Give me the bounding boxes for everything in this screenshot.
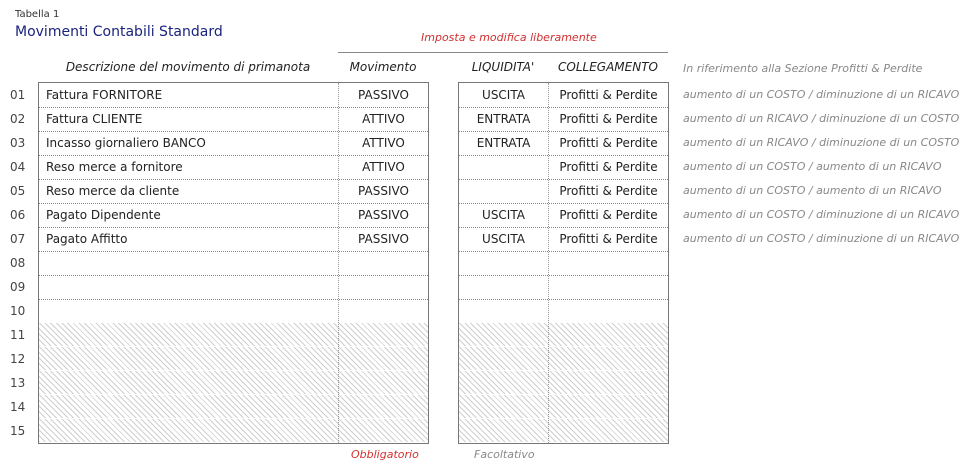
description-cell[interactable] (39, 299, 338, 323)
link-cell[interactable] (549, 347, 668, 371)
description-cell[interactable] (39, 323, 338, 347)
description-cell[interactable] (39, 347, 338, 371)
row-number: 08 (10, 256, 26, 270)
description-cell[interactable]: Incasso giornaliero BANCO (46, 136, 206, 150)
row-number: 14 (10, 400, 26, 414)
pl-reference-note: aumento di un COSTO / diminuzione di un RICAVO (683, 232, 960, 245)
movement-cell[interactable] (339, 323, 428, 347)
pl-reference-note: aumento di un RICAVO / diminuzione di un COSTO (683, 136, 960, 149)
row-number: 07 (10, 232, 26, 246)
row-number: 03 (10, 136, 26, 150)
row-number: 04 (10, 160, 26, 174)
header-liquidity: LIQUIDITA' (471, 60, 535, 74)
header-divider (338, 52, 668, 53)
link-cell[interactable] (549, 395, 668, 419)
link-cell[interactable] (549, 323, 668, 347)
description-cell[interactable]: Pagato Dipendente (46, 208, 161, 222)
liquidity-cell[interactable] (459, 395, 548, 419)
liquidity-cell[interactable] (459, 179, 548, 203)
column-divider (548, 83, 549, 443)
movement-cell[interactable] (339, 275, 428, 299)
column-divider (338, 83, 339, 443)
liquidity-cell[interactable] (459, 419, 548, 443)
movement-cell[interactable] (339, 395, 428, 419)
header-reference: In riferimento alla Sezione Profitti & Perdite (683, 62, 923, 75)
movement-cell[interactable]: PASSIVO (358, 184, 409, 198)
link-cell[interactable] (549, 371, 668, 395)
row-number: 05 (10, 184, 26, 198)
pl-reference-note: aumento di un RICAVO / diminuzione di un COSTO (683, 112, 960, 125)
row-number: 11 (10, 328, 26, 342)
liquidity-cell[interactable] (459, 155, 548, 179)
description-cell[interactable] (39, 251, 338, 275)
pl-reference-note: aumento di un COSTO / diminuzione di un RICAVO (683, 208, 960, 221)
liquidity-cell[interactable]: USCITA (482, 232, 525, 246)
link-cell[interactable] (549, 251, 668, 275)
pl-reference-note: aumento di un COSTO / diminuzione di un RICAVO (683, 88, 960, 101)
description-cell[interactable] (39, 275, 338, 299)
movement-cell[interactable]: PASSIVO (358, 208, 409, 222)
movement-cell[interactable] (339, 371, 428, 395)
table-title: Movimenti Contabili Standard (15, 24, 223, 40)
link-cell[interactable]: Profitti & Perdite (559, 232, 658, 246)
header-description: Descrizione del movimento di primanota (65, 60, 311, 74)
row-number: 12 (10, 352, 26, 366)
liquidity-cell[interactable]: ENTRATA (476, 112, 531, 126)
movement-cell[interactable] (339, 251, 428, 275)
liquidity-cell[interactable] (459, 275, 548, 299)
liquidity-cell[interactable] (459, 347, 548, 371)
liquidity-cell[interactable]: USCITA (482, 208, 525, 222)
header-link: COLLEGAMENTO (558, 60, 658, 74)
description-cell[interactable]: Reso merce a fornitore (46, 160, 183, 174)
movement-cell[interactable]: ATTIVO (362, 136, 405, 150)
movement-cell[interactable] (339, 347, 428, 371)
description-cell[interactable] (39, 371, 338, 395)
row-number: 10 (10, 304, 26, 318)
liquidity-cell[interactable]: USCITA (482, 88, 525, 102)
movement-cell[interactable]: ATTIVO (362, 112, 405, 126)
movement-cell[interactable]: PASSIVO (358, 88, 409, 102)
description-cell[interactable] (39, 395, 338, 419)
link-cell[interactable]: Profitti & Perdite (559, 136, 658, 150)
movement-cell[interactable]: PASSIVO (358, 232, 409, 246)
description-cell[interactable]: Pagato Affitto (46, 232, 128, 246)
row-number: 06 (10, 208, 26, 222)
row-number: 13 (10, 376, 26, 390)
link-cell[interactable]: Profitti & Perdite (559, 160, 658, 174)
optional-note: Facoltativo (474, 448, 535, 461)
link-cell[interactable]: Profitti & Perdite (559, 184, 658, 198)
description-cell[interactable]: Fattura CLIENTE (46, 112, 143, 126)
liquidity-cell[interactable] (459, 299, 548, 323)
table-label: Tabella 1 (15, 9, 60, 20)
liquidity-cell[interactable] (459, 371, 548, 395)
required-note: Obbligatorio (351, 448, 419, 461)
liquidity-cell[interactable] (459, 251, 548, 275)
pl-reference-note: aumento di un COSTO / aumento di un RICAVO (683, 184, 942, 197)
movement-cell[interactable] (339, 299, 428, 323)
movement-cell[interactable] (339, 419, 428, 443)
link-cell[interactable]: Profitti & Perdite (559, 208, 658, 222)
link-cell[interactable]: Profitti & Perdite (559, 88, 658, 102)
description-cell[interactable]: Fattura FORNITORE (46, 88, 163, 102)
liquidity-cell[interactable] (459, 323, 548, 347)
link-cell[interactable] (549, 275, 668, 299)
row-number: 09 (10, 280, 26, 294)
pl-reference-note: aumento di un COSTO / aumento di un RICAVO (683, 160, 942, 173)
liquidity-cell[interactable]: ENTRATA (476, 136, 531, 150)
row-number: 15 (10, 424, 26, 438)
link-cell[interactable] (549, 299, 668, 323)
row-number: 02 (10, 112, 26, 126)
edit-freely-note: Imposta e modifica liberamente (421, 31, 597, 44)
link-cell[interactable] (549, 419, 668, 443)
row-number: 01 (10, 88, 26, 102)
header-movement: Movimento (349, 60, 417, 74)
movement-cell[interactable]: ATTIVO (362, 160, 405, 174)
description-cell[interactable]: Reso merce da cliente (46, 184, 180, 198)
description-cell[interactable] (39, 419, 338, 443)
link-cell[interactable]: Profitti & Perdite (559, 112, 658, 126)
